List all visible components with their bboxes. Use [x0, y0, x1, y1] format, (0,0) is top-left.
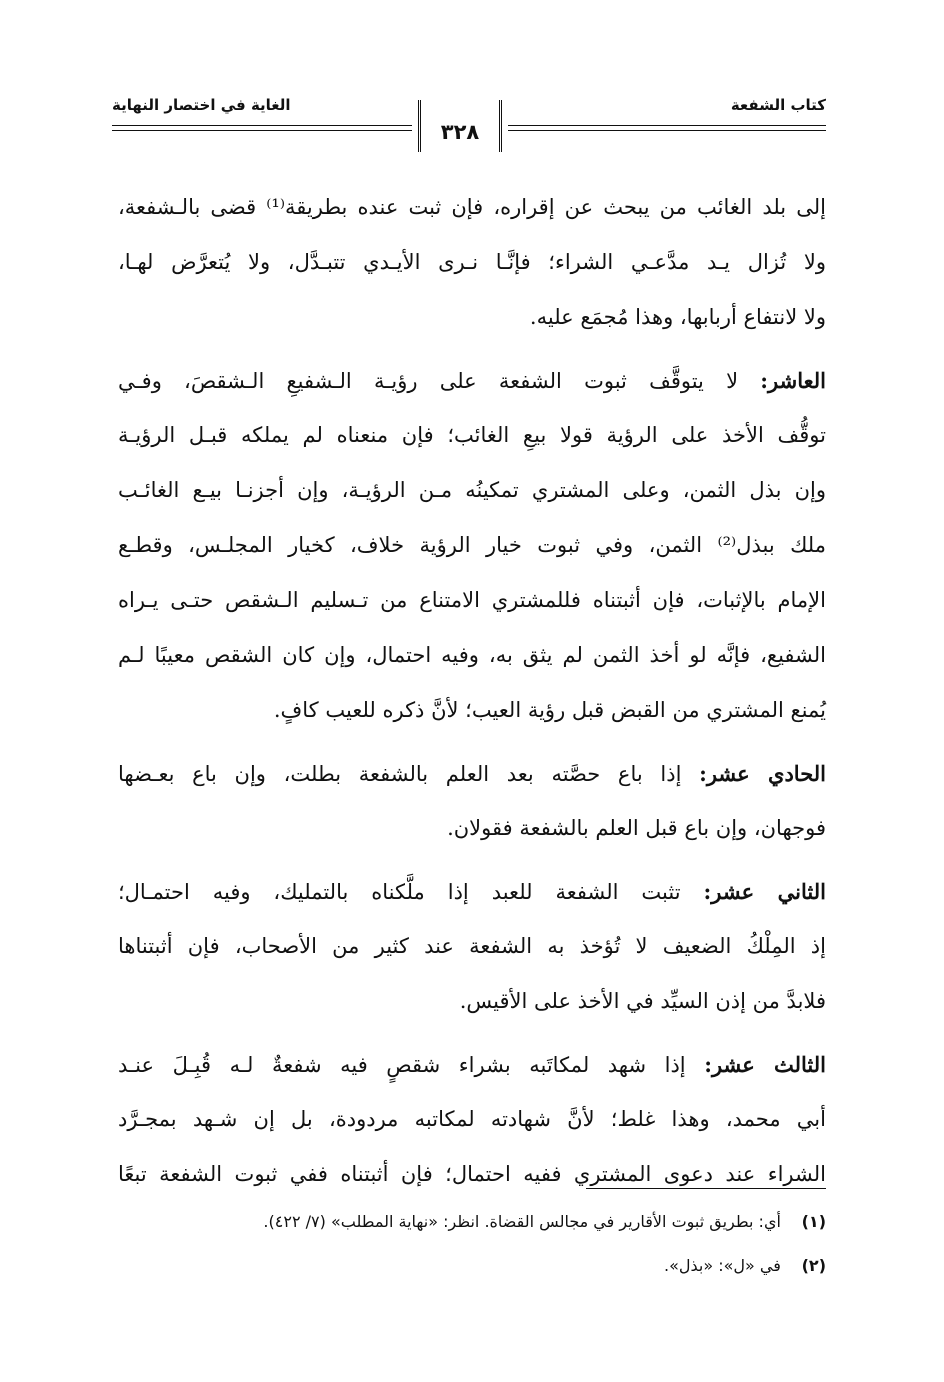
text-line: إذ المِلْكُ الضعيف لا تُؤخذ به الشفعة عند كثير من الأصحاب، فإن أثبتناها — [118, 934, 826, 958]
paragraph — [118, 864, 826, 1029]
text-line: ولا لانتفاع أربابها، وهذا مُجمَع عليه. — [529, 305, 826, 329]
text-line: أبي محمد، وهذا غلط؛ لأنَّ شهادته لمكاتبه مردودة، بل إن شـهد بمجـرَّد — [118, 1107, 826, 1131]
text-line — [118, 746, 826, 801]
text-line: الشفيع، فإنَّه لو أخذ الثمن لم يثق به، وفيه احتمال، وإن كان الشقص معيبًا لـم — [118, 643, 826, 667]
header-rule — [508, 130, 826, 131]
footnote-separator — [586, 1188, 826, 1189]
body-text — [118, 180, 826, 1202]
text-run: لا يتوقَّف ثبوت الشفعة على رؤيـة الـشفيعِ الـشقصَ، وفـي — [118, 369, 739, 393]
text-line: وإن بذل الثمن، وعلى المشتري تمكينُه مـن الرؤيـة، وإن أجزنـا بيـع الغائـب — [118, 478, 826, 502]
paragraph — [118, 180, 826, 345]
header-rule — [508, 125, 826, 126]
text-line: توقُّف الأخذ على الرؤية قولا بيعِ الغائب؛ فإن منعناه لم يملكه قبـل الرؤيـة — [118, 423, 826, 447]
section-heading: الثالث عشر: — [704, 1052, 827, 1077]
text-run: إذا شهد لمكاتَبه بشراء شقصٍ فيه شفعةٌ لـه قُبِـلَ عنـد — [118, 1053, 686, 1077]
header-rule — [112, 125, 412, 126]
text-line: يُمنع المشتري من القبض قبل رؤية العيب؛ لأنَّ ذكره للعيب كافٍ. — [273, 698, 826, 722]
text-run: تثبت الشفعة للعبد إذا ملَّكناه بالتمليك، وفيه احتمـال؛ — [118, 880, 681, 904]
paragraph — [118, 746, 826, 856]
text-run: إذا باع حصَّته بعد العلم بالشفعة بطلت، وإن باع بعـضها — [118, 762, 682, 786]
footnote-text: أي: بطريق ثبوت الأقارير في مجالس القضاة. انظر: «نهاية المطلب» (٧/ ٤٢٢). — [263, 1212, 781, 1231]
paragraph — [118, 1037, 826, 1202]
page-number: ٣٢٨ — [440, 120, 480, 144]
text-line: ملك ببذل⁽²⁾ الثمن، وفي ثبوت خيار الرؤية خلاف، كخيار المجلـس، وقطـع — [118, 533, 826, 557]
paragraph — [118, 353, 826, 738]
header-rule — [112, 130, 412, 131]
footnote-number: (١) — [801, 1212, 826, 1231]
book-title: الغاية في اختصار النهاية — [112, 96, 291, 114]
text-line: فلابدَّ من إذن السيِّد في الأخذ على الأقيس. — [459, 989, 826, 1013]
text-line: فوجهان، وإن باع قبل العلم بالشفعة فقولان. — [447, 816, 826, 840]
text-line: إلى بلد الغائب من يبحث عن إقراره، فإن ثبت عنده بطريقة⁽¹⁾ قضى بالـشفعة، — [118, 195, 826, 219]
footnote — [118, 1200, 826, 1244]
running-header — [112, 92, 826, 160]
text-line — [118, 353, 826, 408]
section-heading: الثاني عشر: — [703, 879, 826, 904]
text-line — [118, 864, 826, 919]
text-line: الإمام بالإثبات، فإن أثبتناه فللمشتري الامتناع من تـسليم الـشقص حتـى يـراه — [118, 588, 826, 612]
footnote-number: (٢) — [801, 1256, 826, 1275]
section-heading: العاشر: — [760, 368, 826, 393]
footnotes — [118, 1200, 826, 1288]
chapter-title: كتاب الشفعة — [730, 96, 826, 114]
footnote-text: في «ل»: «بذل». — [664, 1256, 781, 1275]
text-line: ولا تُزال يـد مدَّعـي الشراء؛ فإنَّـا نـرى الأيـدي تتبـدَّل، ولا يُتعرَّض لهـا، — [118, 250, 826, 274]
page-number-frame — [418, 100, 502, 152]
section-heading: الحادي عشر: — [699, 761, 826, 786]
text-line — [118, 1037, 826, 1092]
footnote — [118, 1244, 826, 1288]
text-line: الشراء عند دعوى المشتري ففيه احتمال؛ فإن أثبتناه ففي ثبوت الشفعة تبعًا — [118, 1162, 826, 1186]
